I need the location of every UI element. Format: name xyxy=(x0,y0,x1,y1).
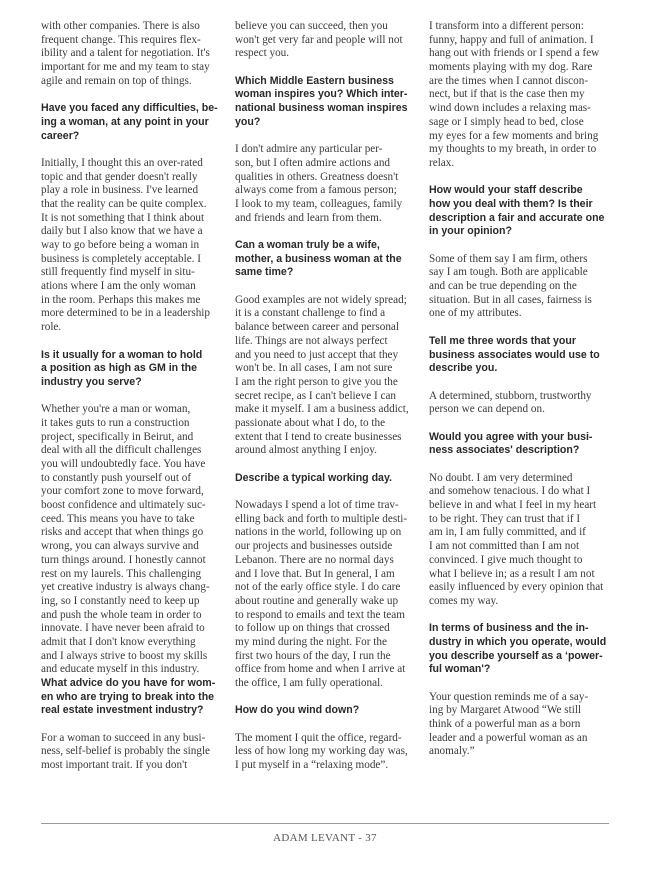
text-line: daily but I also know that we have a xyxy=(41,225,203,238)
text-line: role. xyxy=(41,321,62,334)
text-line: ness, self-belief is probably the single xyxy=(41,745,211,758)
text-line: our projects and businesses outside xyxy=(235,540,393,553)
text-line: it is a constant challenge to find a xyxy=(235,307,386,320)
text-line: and somehow tenacious. I do what I xyxy=(429,485,591,498)
text-line: In terms of business and the in- xyxy=(429,622,589,635)
text-line: Whether you're a man or woman, xyxy=(41,403,191,416)
text-line: Would you agree with your busi- xyxy=(429,430,593,443)
text-line: ing, so I constantly need to keep up xyxy=(41,594,200,607)
text-line: easily influenced by every opinion that xyxy=(429,581,604,594)
text-line: How would your staff describe xyxy=(429,184,583,197)
text-line: I am the right person to give you the xyxy=(235,375,398,388)
text-line: woman inspires you? Which inter- xyxy=(235,88,408,101)
text-line: you describe yourself as a ‘power- xyxy=(429,649,603,662)
text-line: respect you. xyxy=(235,47,290,60)
text-line: situation. But in all cases, fairness is xyxy=(429,293,592,306)
text-line: son, but I often admire actions and xyxy=(235,156,391,169)
text-line: my mind during the night. For the xyxy=(235,635,387,648)
text-line: A determined, stubborn, trustworthy xyxy=(429,389,592,402)
question-heading xyxy=(429,335,611,376)
text-line: en who are trying to break into the xyxy=(41,690,215,703)
text-line: you? xyxy=(235,115,261,128)
answer-paragraph xyxy=(235,294,417,458)
block-spacer xyxy=(235,458,417,472)
text-line: that the reality can be quite complex. xyxy=(41,197,207,210)
text-line: make it myself. I am a business addict, xyxy=(235,403,409,416)
text-line: rest on my laurels. This challenging xyxy=(41,567,202,580)
answer-paragraph xyxy=(429,20,611,171)
text-line: comes my way. xyxy=(429,594,499,607)
text-line: The moment I quit the office, regard- xyxy=(235,731,402,744)
text-line: less of how long my working day was, xyxy=(235,745,408,758)
text-line: not of the early office style. I do care xyxy=(235,581,401,594)
text-line: nect, but if that is the case then my xyxy=(429,88,585,101)
text-line: to constantly push yourself out of xyxy=(41,471,192,484)
block-spacer xyxy=(429,609,611,623)
text-line: won't be. In all cases, I am not sure xyxy=(235,362,393,375)
question-heading xyxy=(429,431,611,458)
answer-paragraph xyxy=(41,403,223,677)
text-line: ness associates' description? xyxy=(429,444,580,457)
text-line: are the times when I cannot discon- xyxy=(429,74,589,87)
text-line: ibility and a talent for negotiation. It's xyxy=(41,47,210,60)
text-line: ing a woman, at any point in your xyxy=(41,115,209,128)
text-line: how you deal with them? Is their xyxy=(429,197,593,210)
text-line: and friends and learn from them. xyxy=(235,211,382,224)
block-spacer xyxy=(235,61,417,75)
text-line: with other companies. There is also xyxy=(41,20,200,32)
text-line: think of a powerful man as a born xyxy=(429,718,581,731)
text-line: and educate myself in this industry. xyxy=(41,663,200,676)
text-line: passionate about what I do, to the xyxy=(235,416,386,429)
text-line: believe in and what I feel in my heart xyxy=(429,499,597,512)
text-line: what I believe in; as a result I am not xyxy=(429,567,595,580)
answer-paragraph xyxy=(235,20,417,61)
text-line: Lebanon. There are no normal days xyxy=(235,553,394,566)
text-line: mother, a business woman at the xyxy=(235,252,402,265)
text-line: ful woman'? xyxy=(429,663,491,676)
block-spacer xyxy=(235,130,417,144)
text-line: life. Things are not always perfect xyxy=(235,334,388,347)
text-line: funny, happy and full of animation. I xyxy=(429,33,594,46)
question-heading xyxy=(235,704,417,718)
question-heading xyxy=(235,239,417,280)
text-line: frequent change. This requires flex- xyxy=(41,33,201,46)
text-line: my thoughts to my breath, in order to xyxy=(429,143,597,156)
text-line: balance between career and personal xyxy=(235,321,399,334)
text-line: wind down includes a relaxing mas- xyxy=(429,102,591,115)
block-spacer xyxy=(41,88,223,102)
text-line: relax. xyxy=(429,156,455,169)
text-line: person we can depend on. xyxy=(429,403,545,416)
text-line: Some of them say I am firm, others xyxy=(429,252,588,265)
text-line: Initially, I thought this an over-rated xyxy=(41,156,203,169)
text-line: important for me and my team to stay xyxy=(41,61,210,74)
text-line: yet creative industry is always chang- xyxy=(41,581,210,594)
text-line: same time? xyxy=(235,266,294,279)
text-line: I look to my team, colleagues, family xyxy=(235,197,403,210)
text-line: moments playing with my dog. Rare xyxy=(429,61,593,74)
text-line: I put myself in a “relaxing mode”. xyxy=(235,759,389,772)
text-line: you will undoubtedly face. You have xyxy=(41,458,206,470)
text-line: my eyes for a few moments and bring xyxy=(429,129,599,142)
text-line: your comfort zone to move forward, xyxy=(41,485,204,498)
block-spacer xyxy=(429,458,611,472)
text-line: deal with all the difficult challenges xyxy=(41,444,202,457)
text-line: Which Middle Eastern business xyxy=(235,74,394,87)
text-line: What advice do you have for wom- xyxy=(41,677,216,689)
text-line: agile and remain on top of things. xyxy=(41,74,192,87)
text-line: hang out with friends or I spend a few xyxy=(429,47,600,60)
text-line: office from home and when I arrive at xyxy=(235,663,406,676)
text-line: innovate. I have never been afraid to xyxy=(41,622,205,635)
text-line: the office, I am fully operational. xyxy=(235,677,383,689)
text-line: Nowadays I spend a lot of time trav- xyxy=(235,499,399,512)
article-column-1 xyxy=(41,20,223,773)
text-line: Is it usually for a woman to hold xyxy=(41,348,203,361)
text-line: say I am tough. Both are applicable xyxy=(429,266,588,279)
block-spacer xyxy=(235,485,417,499)
text-line: in your opinion? xyxy=(429,225,512,238)
text-line: admit that I don't know everything xyxy=(41,635,196,648)
answer-paragraph xyxy=(429,472,611,609)
text-line: convinced. I give much thought to xyxy=(429,553,583,566)
question-heading xyxy=(429,622,611,677)
article-column-2 xyxy=(235,20,417,773)
text-line: It is not something that I think about xyxy=(41,211,205,224)
text-line: No doubt. I am very determined xyxy=(429,471,573,484)
text-line: qualities in others. Greatness doesn't xyxy=(235,170,399,183)
block-spacer xyxy=(429,171,611,185)
block-spacer xyxy=(429,417,611,431)
text-line: Describe a typical working day. xyxy=(235,471,393,484)
text-line: topic and that gender doesn't really xyxy=(41,170,198,183)
text-line: and can be true depending on the xyxy=(429,280,577,293)
block-spacer xyxy=(429,376,611,390)
text-line: industry you serve? xyxy=(41,375,142,388)
text-line: extent that I tend to create businesses xyxy=(235,430,402,443)
text-line: Tell me three words that your xyxy=(429,334,576,347)
text-line: turn things around. I honestly cannot xyxy=(41,553,206,566)
block-spacer xyxy=(235,718,417,732)
text-line: business associates would use to xyxy=(429,348,600,361)
text-line: dustry in which you operate, would xyxy=(429,635,607,648)
text-line: national business woman inspires xyxy=(235,102,408,115)
footer-rule xyxy=(41,823,609,824)
text-line: about routine and generally wake up xyxy=(235,594,399,607)
block-spacer xyxy=(41,143,223,157)
text-line: around almost anything I enjoy. xyxy=(235,444,377,457)
text-line: real estate investment industry? xyxy=(41,704,204,717)
text-line: For a woman to succeed in any busi- xyxy=(41,731,206,744)
text-line: I don't admire any particular per- xyxy=(235,143,383,156)
block-spacer xyxy=(41,390,223,404)
text-line: ceed. This means you have to take xyxy=(41,512,195,525)
block-spacer xyxy=(429,677,611,691)
text-line: Good examples are not widely spread; xyxy=(235,293,407,306)
block-spacer xyxy=(235,225,417,239)
text-line: career? xyxy=(41,129,80,142)
answer-paragraph xyxy=(429,390,611,417)
block-spacer xyxy=(235,280,417,294)
question-heading xyxy=(41,677,223,718)
text-line: boost confidence and ultimately suc- xyxy=(41,499,206,512)
text-line: still frequently find myself in situ- xyxy=(41,266,195,279)
block-spacer xyxy=(41,718,223,732)
article-column-3 xyxy=(429,20,611,759)
text-line: one of my attributes. xyxy=(429,307,522,320)
text-line: anomaly.” xyxy=(429,745,475,758)
text-line: to be right. They can trust that if I xyxy=(429,512,581,525)
block-spacer xyxy=(429,239,611,253)
question-heading xyxy=(235,472,417,486)
block-spacer xyxy=(235,691,417,705)
block-spacer xyxy=(41,335,223,349)
text-line: secret recipe, as I can't believe I can xyxy=(235,389,397,402)
question-heading xyxy=(235,75,417,130)
answer-paragraph xyxy=(235,143,417,225)
text-line: it takes guts to run a construction xyxy=(41,416,190,429)
text-line: nations in the world, following up on xyxy=(235,526,402,539)
text-line: first two hours of the day, I run the xyxy=(235,649,391,662)
text-line: and you need to just accept that they xyxy=(235,348,399,361)
text-line: leader and a powerful woman as an xyxy=(429,731,588,744)
text-line: I transform into a different person: xyxy=(429,20,584,32)
question-heading xyxy=(41,349,223,390)
text-line: a position as high as GM in the xyxy=(41,362,197,375)
text-line: always come from a famous person; xyxy=(235,184,397,197)
text-line: more determined to be in a leadership xyxy=(41,307,210,320)
text-line: How do you wind down? xyxy=(235,704,360,717)
question-heading xyxy=(429,184,611,239)
text-line: way to go before being a woman in xyxy=(41,239,200,251)
text-line: to follow up on things that crossed xyxy=(235,622,390,635)
page-footer: ADAM LEVANT - 37 xyxy=(273,832,377,844)
answer-paragraph xyxy=(235,732,417,773)
question-heading xyxy=(41,102,223,143)
text-line: elling back and forth to multiple desti- xyxy=(235,512,408,525)
text-line: Your question reminds me of a say- xyxy=(429,690,589,703)
text-line: project, specifically in Beirut, and xyxy=(41,430,194,443)
text-line: ations where I am the only woman xyxy=(41,280,196,293)
text-line: and I always strive to boost my skills xyxy=(41,649,208,662)
answer-paragraph xyxy=(429,253,611,321)
block-spacer xyxy=(429,321,611,335)
answer-paragraph xyxy=(235,499,417,691)
text-line: business is completely acceptable. I xyxy=(41,252,201,265)
text-line: Have you faced any difficulties, be- xyxy=(41,102,218,115)
text-line: describe you. xyxy=(429,362,498,375)
text-line: and push the whole team in order to xyxy=(41,608,202,621)
text-line: to respond to emails and text the team xyxy=(235,608,405,621)
text-line: most important trait. If you don't xyxy=(41,759,188,772)
text-line: believe you can succeed, then you xyxy=(235,20,388,32)
text-line: play a role in business. I've learned xyxy=(41,184,199,197)
text-line: Can a woman truly be a wife, xyxy=(235,239,380,251)
answer-paragraph xyxy=(41,157,223,335)
text-line: won't get very far and people will not xyxy=(235,33,403,46)
answer-paragraph xyxy=(41,20,223,88)
text-line: am in, I am fully committed, and if xyxy=(429,526,586,539)
text-line: description a fair and accurate one xyxy=(429,211,605,224)
answer-paragraph xyxy=(41,732,223,773)
answer-paragraph xyxy=(429,691,611,759)
text-line: wrong, you can always survive and xyxy=(41,540,199,553)
text-line: sage or I simply head to bed, close xyxy=(429,115,584,128)
text-line: in the room. Perhaps this makes me xyxy=(41,293,201,306)
text-line: ing by Margaret Atwood “We still xyxy=(429,704,582,717)
text-line: I am not committed than I am not xyxy=(429,540,580,553)
text-line: and I love that. But In general, I am xyxy=(235,567,395,580)
text-line: risks and accept that when things go xyxy=(41,526,204,539)
